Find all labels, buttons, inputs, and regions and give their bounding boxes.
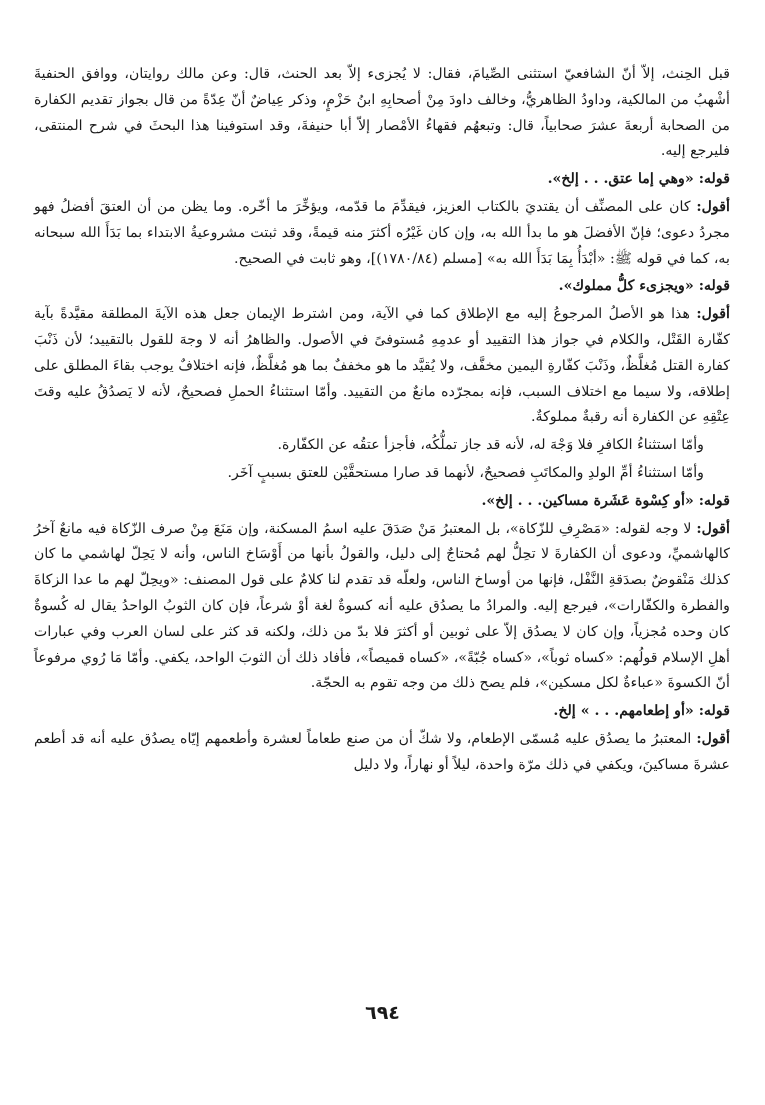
paragraph-1 xyxy=(34,62,730,165)
paragraph-lead: أقول: xyxy=(696,730,730,747)
paragraph-7 xyxy=(34,727,730,779)
page-body xyxy=(34,62,730,779)
heading-text: قوله: «ويجزىء كلُّ مملوك». xyxy=(558,278,730,295)
paragraph-lead: أقول: xyxy=(696,306,730,323)
paragraph-text: قبل الحِنث، إلاّ أنّ الشافعيّ استثنى الصِّيامَ، فقال: لا يُجزىء إلاّ بعد الحنث، قال: وعن مالك روايتان، ووافق الحنفيةَ أشْهبُ من المالكية، وداودُ الظاهريُّ، وخالف داودَ مِنْ أصحابِهِ ابنُ حَزْمٍ، وذكر عِياضٌ أنّ عِدّةً من قال بجواز تقديم الكفارة من الصحابة أربعةَ عشرَ صحابياً، قال: وتبعهُم فقهاءُ الأمْصار إلاّ أبا حنيفةَ، وقد استوفينا هذا البحثَ في شرح المنتقى، فليرجع إليه. xyxy=(34,66,730,160)
heading-qawl-3 xyxy=(34,489,730,515)
paragraph-2 xyxy=(34,195,730,272)
paragraph-text: وأمّا استثناءُ الكافرِ فلا وَجْهَ له، لأنه قد جاز تملُّكُه، فأجزأ عتقُه عن الكفّارة. xyxy=(277,437,704,454)
heading-qawl-4 xyxy=(34,699,730,725)
heading-qawl-2 xyxy=(34,274,730,300)
paragraph-6 xyxy=(34,517,730,698)
paragraph-text: لا وجه لقوله: «مَصْرِفِ للزّكاة»، بل المعتبرُ مَنْ صَدَقَ عليه اسمُ المسكنة، وإن مَنَعَ مِنْ صرف الزّكاة فيه مانعٌ آخرُ كالهاشميِّ، ودعوى أن الكفارةَ لا تحِلُّ لهم مُحتاجٌ إلى دليل، والقولُ بأنها من أَوْسَاخ الناس، وأنه لا يَحِلّ لهاشمي ما كان كذلك مَنْقوضٌ بصدَقةِ النَّفْل، فإنها من أوساخ الناس، ولعلّه قد تقدم لنا كلامٌ على قول المصنف: «ويحِلّ لهم ما عدا الزكاةَ والفطرة والكفّارات»، فيرجع إليه. والمرادُ ما يصدُق عليه أنه كسوةٌ لغة أوْ شرعاً، فإن كان الثوبُ الواحدُ يقال له كُسوةٌ كان وحده مُجزياً، وإن كان لا يصدُق إلاّ على ثوبين أو أكثرَ فلا بدّ من ذلك، ولكنه قد كثر على لسان العرب وفي عبارات أهلِ الإسلام قولُهم: «كساه ثوباً»، «كساه جُبّةً»، «كساه قميصاً»، فأفاد ذلك أن الثوبَ الواحد، يكفي. وأمّا مَا رُوي مرفوعاً أنّ الكسوةَ «عباءةٌ لكل مسكين»، فلم يصح ذلك من وجه تقوم به الحجّة. xyxy=(34,520,730,692)
paragraph-3 xyxy=(34,302,730,431)
paragraph-text: كان على المصنِّف أن يقتديَ بالكتاب العزيز، فيقدِّمَ ما قدّمه، ويؤخِّرَ ما أخّره. وما يظن من أن العتقَ أفضلُ فهو مجردُ دعوى؛ فإنّ الأفضلَ هو ما بدأ الله به، وإن كان غَيْرُه أكثرَ منه قيمةً، وقد ثبتت مشروعيةُ الابتداء بما بَدَأَ الله سبحانه به، كما في قوله ﷺ: «أبْدَأُ بِمَا بَدَأَ الله به» [مسلم (١٧٨٠/٨٤)]، وهو ثابت في الصحيح. xyxy=(34,198,730,267)
page-number: ٦٩٤ xyxy=(365,1002,400,1024)
paragraph-text: وأمّا استثناءُ أمِّ الولدِ والمكاتَبِ فصحيحٌ، لأنهما قد صارا مستحقَّيْن للعتق بسببٍ آخَر. xyxy=(227,464,704,481)
paragraph-text: هذا هو الأصلُ المرجوعُ إليه مع الإطلاق كما في الآية، ومن اشترط الإيمان جعل هذه الآيةَ المطلقة مقيَّدةً بآية كفّارة القَتْل، والكلام في جواز هذا التقييد أو عدمِهِ مُستوفىً في الأصول. والظاهرُ أنه لا وجهَ للقول بالتقييد؛ لأن ذَنْبَ كفارة القتل مُغلَّظٌ، وذَنْبَ كفّارةِ اليمين مخفَّف، ولا يُقيَّد ما هو مخففٌ بما هو مُغلَّظٌ، فإنه اختلافٌ يوجب بقاءَ المطلق على إطلاقه، ولا سيما مع اختلاف السبب، فإنه بمجرّده مانعٌ من التقييد. وأمّا استثناءُ الحملِ فصحيحٌ، لأنه لا يَصدُقُ عليه وقتَ عِتْقِهِ عن الكفارة أنه رقبةٌ مملوكةٌ. xyxy=(34,306,730,426)
paragraph-lead: أقول: xyxy=(696,520,730,537)
paragraph-4 xyxy=(34,433,730,459)
paragraph-text: المعتبرُ ما يصدُق عليه مُسمّى الإطعام، ولا شكّ أن من صنع طعاماً لعشرة وأطعمهم إيّاه يصدُق عليه أنه قد أطعم عشرةَ مساكينَ، ويكفي في ذلك مرّة واحدة، ليلاً أو نهاراً، ولا دليل xyxy=(34,730,730,773)
heading-text: قوله: «أو إطعامهم. . . » إلخ. xyxy=(553,703,730,720)
heading-text: قوله: «أو كِسْوة عَشَرة مساكين. . . إلخ». xyxy=(481,492,730,509)
heading-text: قوله: «وهي إما عتق. . . إلخ». xyxy=(547,171,730,188)
heading-qawl-1 xyxy=(34,167,730,193)
paragraph-5 xyxy=(34,461,730,487)
paragraph-lead: أقول: xyxy=(696,198,730,215)
